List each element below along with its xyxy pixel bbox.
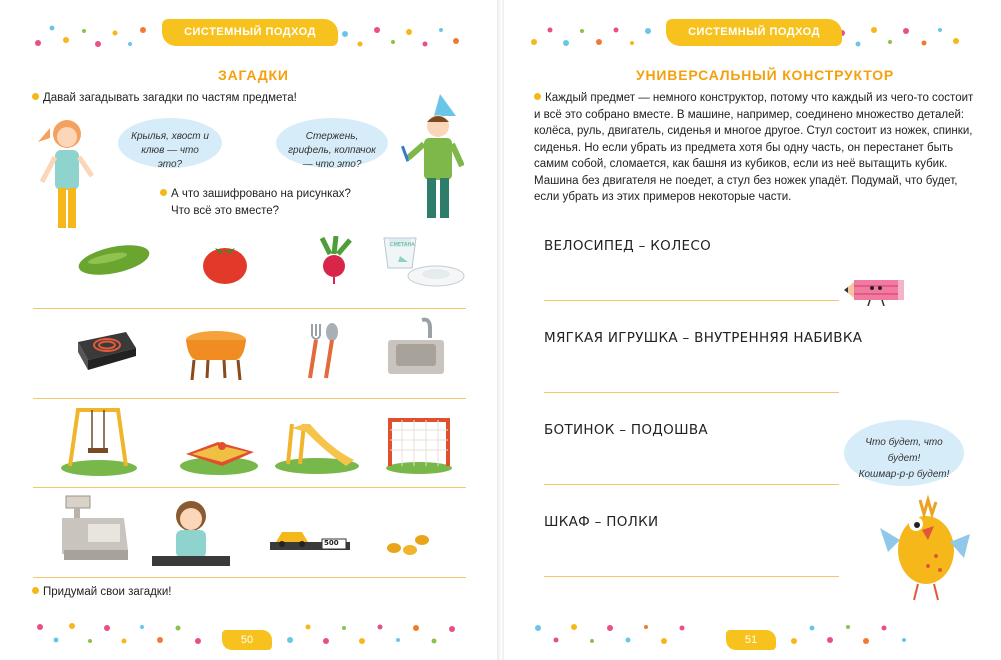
body-text bbox=[534, 90, 974, 206]
body-line-3: колёса, руль, двигатель, сиденья и многое другое. Стул состоит из ножек, спинки, bbox=[534, 125, 973, 137]
outro-text bbox=[32, 584, 171, 601]
pencil-character-icon bbox=[842, 274, 906, 306]
book-gutter bbox=[497, 0, 504, 660]
cash-register-icon bbox=[58, 492, 132, 564]
page-number: 50 bbox=[222, 630, 272, 650]
cup-label: СМЕТАНА bbox=[390, 242, 415, 248]
row-separator bbox=[33, 577, 466, 578]
section-banner: СИСТЕМНЫЙ ПОДХОД bbox=[666, 19, 842, 46]
row-separator bbox=[33, 398, 466, 399]
pair-item-3: БОТИНОК – ПОДОШВА bbox=[544, 422, 708, 438]
fork-and-spoon-icon bbox=[300, 322, 344, 382]
swing-icon bbox=[58, 404, 140, 478]
intro-text bbox=[32, 90, 297, 107]
body-line-1: Каждый предмет — немного конструктор, потому что каждый из чего-то состоит bbox=[545, 92, 974, 104]
football-goal-icon bbox=[384, 412, 454, 474]
question-line-2: Что всё это вместе? bbox=[171, 204, 280, 217]
bird-speech-bubble bbox=[844, 420, 964, 486]
answer-line[interactable] bbox=[544, 300, 839, 301]
sandbox-icon bbox=[178, 430, 260, 476]
bullet-icon bbox=[160, 189, 167, 196]
boy-illustration bbox=[398, 92, 464, 224]
right-page bbox=[504, 0, 1001, 660]
pair-item-4: ШКАФ – ПОЛКИ bbox=[544, 514, 659, 530]
page-number: 51 bbox=[726, 630, 776, 650]
bird-bubble-line-1: Что будет, что будет! bbox=[865, 437, 943, 464]
cashier-icon bbox=[150, 494, 232, 570]
boy-bubble-text: Стержень, грифель, колпачок — что это? bbox=[288, 131, 376, 170]
coins-icon bbox=[384, 532, 436, 560]
radish-icon bbox=[312, 236, 356, 284]
section-banner: СИСТЕМНЫЙ ПОДХОД bbox=[162, 19, 338, 46]
girl-bubble-text: Крылья, хвост и клюв — что это? bbox=[131, 131, 209, 170]
girl-speech-bubble bbox=[118, 118, 222, 168]
intro-label: Давай загадывать загадки по частям предмета! bbox=[43, 92, 297, 104]
row-separator bbox=[33, 487, 466, 488]
answer-line[interactable] bbox=[544, 576, 839, 577]
question-text bbox=[160, 186, 351, 219]
left-page bbox=[0, 0, 497, 660]
sour-cream-cup-icon bbox=[378, 232, 468, 290]
outro-label: Придумай свои загадки! bbox=[43, 586, 172, 598]
pair-item-1: ВЕЛОСИПЕД – КОЛЕСО bbox=[544, 238, 711, 254]
girl-illustration bbox=[36, 112, 98, 234]
answer-line[interactable] bbox=[544, 484, 839, 485]
body-line-7: если убрать из этих примеров некоторые части. bbox=[534, 191, 792, 203]
bullet-icon bbox=[32, 587, 39, 594]
bullet-icon bbox=[32, 93, 39, 100]
toy-car-icon bbox=[268, 522, 352, 556]
page-title: ЗАГАДКИ bbox=[218, 67, 289, 83]
boy-speech-bubble bbox=[276, 118, 388, 168]
pair-item-2: МЯГКАЯ ИГРУШКА – ВНУТРЕННЯЯ НАБИВКА bbox=[544, 330, 863, 346]
slide-icon bbox=[272, 410, 362, 474]
body-line-2: и всё это собрано вместе. В машине, например, соединено множество деталей: bbox=[534, 108, 965, 121]
body-line-6: Машина без двигателя не поедет, а стул без ножек упадёт. Подумай, что будет, bbox=[534, 174, 958, 187]
price-tag: 500 bbox=[324, 539, 339, 547]
body-line-4: сиденья. Но если убрать из предмета хотя бы одну часть, он перестанет быть bbox=[534, 141, 954, 154]
electric-stove-icon bbox=[74, 328, 138, 372]
bird-character-icon bbox=[876, 492, 976, 604]
body-line-5: самим собой, сломается, как башня из кубиков, если из неё вытащить кубик. bbox=[534, 158, 948, 170]
answer-line[interactable] bbox=[544, 392, 839, 393]
table-with-cloth-icon bbox=[182, 328, 250, 382]
cucumber-icon bbox=[74, 240, 154, 280]
bird-bubble-line-2: Кошмар-р-р будет! bbox=[858, 469, 950, 480]
row-separator bbox=[33, 308, 466, 309]
tomato-icon bbox=[200, 238, 250, 286]
page-title: УНИВЕРСАЛЬНЫЙ КОНСТРУКТОР bbox=[636, 67, 895, 83]
bullet-icon bbox=[534, 93, 541, 100]
sink-icon bbox=[384, 316, 446, 378]
question-line-1: А что зашифровано на рисунках? bbox=[171, 188, 351, 200]
